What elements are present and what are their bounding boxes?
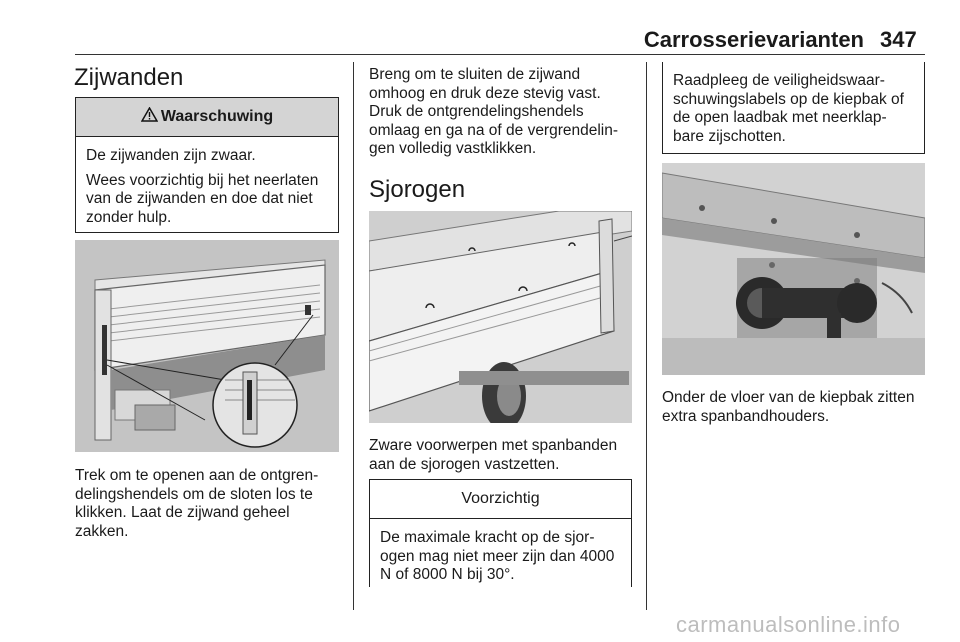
- caution-body: [370, 519, 631, 585]
- col2-caption: [369, 437, 639, 474]
- text-line: gen volledig vastklikken.: [369, 140, 537, 157]
- text-line: Zware voorwerpen met spanbanden: [369, 437, 618, 454]
- note-line: bare zijschotten.: [673, 127, 786, 145]
- warning-header: [76, 98, 338, 137]
- caution-box: [369, 479, 632, 587]
- note-line: Raadpleeg de veiligheidswaar-: [673, 72, 885, 89]
- text-line: klikken. Laat de zijwand geheel: [75, 504, 290, 521]
- warning-box: [75, 97, 339, 233]
- section-title-zijwanden: Zijwanden: [74, 64, 184, 91]
- warning-paragraph: De zijwanden zijn zwaar.: [86, 147, 256, 164]
- warning-paragraph: Wees voorzichtig bij het neerlaten van de zijwanden en doe dat niet zonder hulp.: [86, 171, 319, 226]
- warning-label: Waarschuwing: [160, 108, 274, 125]
- illustration-side-wall-lever: [75, 240, 339, 452]
- watermark: carmanualsonline.info: [676, 612, 901, 637]
- caution-line: ogen mag niet meer zijn dan 4000: [380, 547, 615, 565]
- section-title-sjorogen: Sjorogen: [369, 176, 466, 203]
- caution-label: Voorzichtig: [461, 490, 540, 507]
- column-divider-1: [353, 62, 354, 610]
- text-line: Onder de vloer van de kiepbak zitten: [662, 389, 915, 406]
- caution-line: N of 8000 N bij 30°.: [380, 566, 515, 583]
- note-line: de open laadbak met neerklap-: [673, 109, 887, 126]
- text-line: Breng om te sluiten de zijwand: [369, 66, 581, 83]
- note-line: schuwingslabels op de kiepbak of: [673, 90, 904, 108]
- illustration-lashing-eyes: [369, 211, 632, 423]
- caution-line: De maximale kracht op de sjor-: [380, 529, 595, 546]
- running-header-title: Carrosserievarianten: [643, 27, 864, 52]
- page-number: 347: [880, 27, 917, 52]
- warning-body: [76, 137, 338, 235]
- text-line: omlaag en ga na of de vergrendelin-: [369, 121, 619, 139]
- text-line: delingshendels om de sloten los te: [75, 485, 313, 503]
- note-box: [662, 62, 925, 154]
- col2-intro-paragraph: [369, 66, 639, 159]
- text-line: omhoog en druk deze stevig vast.: [369, 84, 601, 102]
- text-line: Druk de ontgrendelingshendels: [369, 103, 584, 120]
- col3-paragraph: [662, 389, 937, 426]
- column-divider-2: [646, 62, 647, 610]
- text-line: extra spanbandhouders.: [662, 407, 830, 425]
- caution-header: [370, 480, 631, 519]
- header-rule: [75, 54, 925, 55]
- col1-paragraph: [75, 467, 345, 541]
- text-line: zakken.: [75, 522, 129, 540]
- text-line: Trek om te openen aan de ontgren-: [75, 467, 319, 484]
- text-line: aan de sjorogen vastzetten.: [369, 455, 560, 473]
- warning-triangle-icon: [141, 107, 158, 127]
- illustration-strap-holders: [662, 163, 925, 375]
